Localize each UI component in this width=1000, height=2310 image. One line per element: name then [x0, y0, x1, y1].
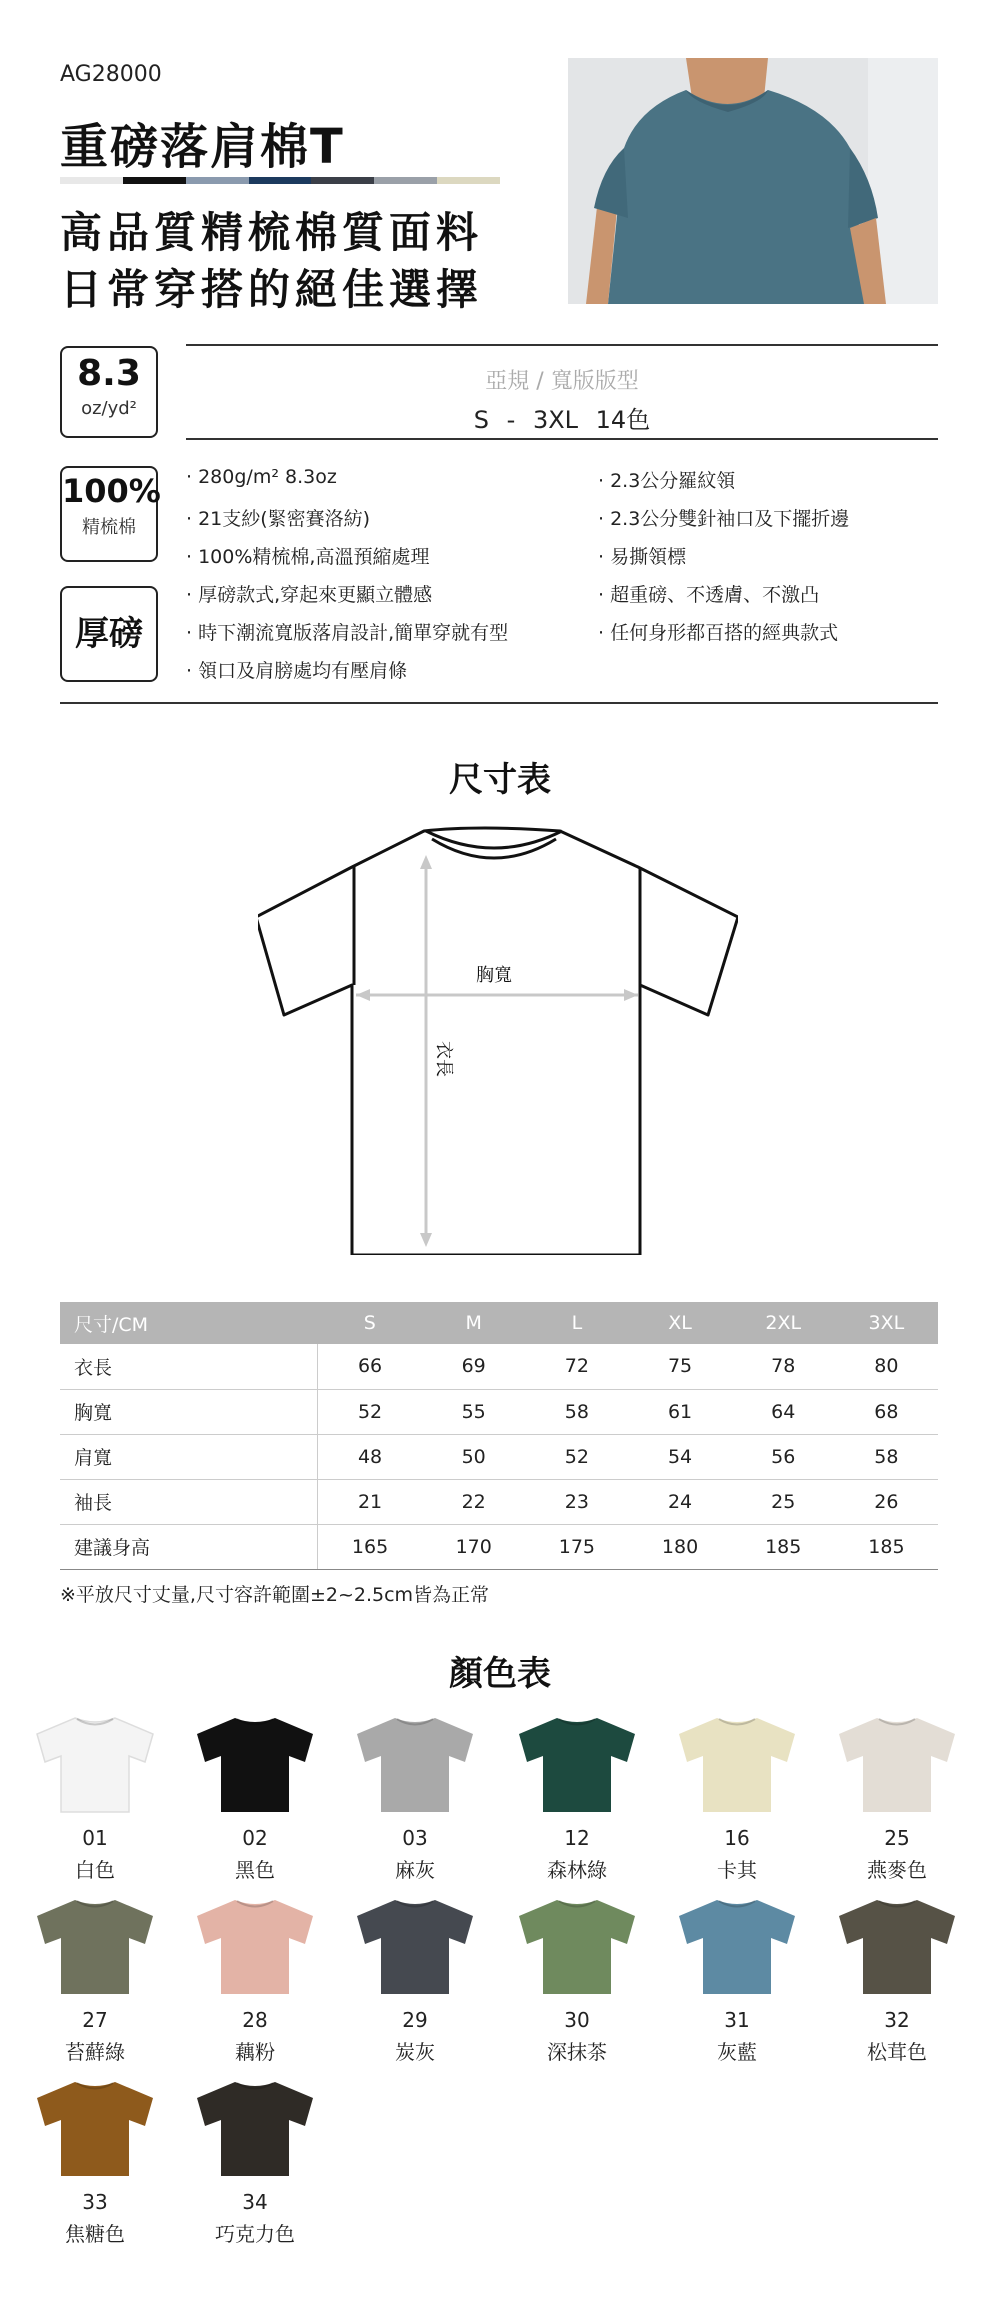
swatch-number: 30: [564, 2008, 590, 2032]
table-cell: 21: [318, 1479, 423, 1524]
swatch-name: 焦糖色: [65, 2222, 125, 2246]
color-stripe-segment: [249, 177, 312, 184]
tshirt-swatch-icon: [353, 1714, 477, 1814]
size-table-header: [60, 1302, 938, 1344]
divider: [186, 438, 938, 440]
divider: [60, 702, 938, 704]
swatch-number: 32: [884, 2008, 910, 2032]
color-swatch: [672, 1714, 802, 1883]
table-row: [60, 1344, 938, 1389]
table-cell: 建議身高: [60, 1524, 318, 1569]
tshirt-swatch-icon: [835, 1896, 959, 1996]
color-swatch: [350, 1896, 480, 2065]
swatch-number: 03: [402, 1826, 428, 1850]
table-cell: 75: [628, 1344, 731, 1389]
table-cell: 80: [835, 1344, 938, 1389]
color-swatch: [512, 1714, 642, 1883]
color-stripe-segment: [374, 177, 437, 184]
table-cell: 肩寬: [60, 1434, 318, 1479]
table-cell: 64: [732, 1389, 835, 1434]
color-swatch: [832, 1896, 962, 2065]
table-row: [60, 1434, 938, 1479]
header-cell: XL: [628, 1302, 731, 1344]
table-cell: 72: [525, 1344, 628, 1389]
table-cell: 185: [732, 1524, 835, 1569]
header-cell: 3XL: [835, 1302, 938, 1344]
table-cell: 180: [628, 1524, 731, 1569]
product-code: AG28000: [60, 62, 162, 87]
tagline-1: 高品質精梳棉質面料: [60, 208, 484, 257]
tshirt-swatch-icon: [33, 2078, 157, 2178]
swatch-name: 燕麥色: [867, 1858, 927, 1882]
color-stripe-segment: [186, 177, 249, 184]
swatch-number: 25: [884, 1826, 910, 1850]
feature-left: · 領口及肩膀處均有壓肩條: [186, 656, 407, 683]
feature-right: · 任何身形都百搭的經典款式: [598, 618, 838, 645]
heavy-label: 厚磅: [75, 614, 143, 654]
header-cell: S: [318, 1302, 423, 1344]
swatch-name: 苔蘚綠: [65, 2040, 125, 2064]
color-swatch: [832, 1714, 962, 1883]
swatch-name: 白色: [75, 1858, 115, 1882]
size-chart-title: 尺寸表: [449, 760, 551, 800]
weight-value: 8.3: [77, 353, 141, 394]
color-stripe-segment: [60, 177, 123, 184]
table-cell: 68: [835, 1389, 938, 1434]
swatch-name: 松茸色: [867, 2040, 927, 2064]
table-cell: 22: [422, 1479, 525, 1524]
color-stripe: [60, 177, 500, 184]
swatch-number: 27: [82, 2008, 108, 2032]
tshirt-diagram: [258, 825, 738, 1255]
swatch-number: 34: [242, 2190, 268, 2214]
divider: [186, 344, 938, 346]
tshirt-swatch-icon: [835, 1714, 959, 1814]
header-cell: 2XL: [732, 1302, 835, 1344]
color-swatch: [30, 2078, 160, 2247]
table-cell: 185: [835, 1524, 938, 1569]
table-cell: 52: [318, 1389, 423, 1434]
swatch-name: 森林綠: [547, 1858, 607, 1882]
swatch-number: 29: [402, 2008, 428, 2032]
table-cell: 胸寬: [60, 1389, 318, 1434]
table-cell: 58: [525, 1389, 628, 1434]
color-swatch: [190, 2078, 320, 2247]
table-row: [60, 1524, 938, 1569]
feature-left: · 21支紗(緊密賽洛紡): [186, 504, 370, 531]
tshirt-swatch-icon: [515, 1896, 639, 1996]
tshirt-swatch-icon: [33, 1896, 157, 1996]
feature-right: · 2.3公分雙針袖口及下擺折邊: [598, 504, 849, 531]
table-cell: 54: [628, 1434, 731, 1479]
color-stripe-segment: [123, 177, 186, 184]
cotton-label: 精梳棉: [82, 517, 136, 539]
swatch-name: 炭灰: [395, 2040, 435, 2064]
table-cell: 50: [422, 1434, 525, 1479]
color-swatch: [190, 1896, 320, 2065]
cotton-badge: [60, 466, 161, 562]
swatch-name: 深抹茶: [547, 2040, 607, 2064]
feature-left: · 100%精梳棉,高溫預縮處理: [186, 542, 429, 569]
cotton-pct: 100%: [62, 472, 161, 510]
table-cell: 56: [732, 1434, 835, 1479]
color-swatch: [190, 1714, 320, 1883]
tshirt-swatch-icon: [193, 1714, 317, 1814]
header-cell: 尺寸/CM: [60, 1302, 318, 1344]
feature-left: · 280g/m² 8.3oz: [186, 466, 337, 488]
table-cell: 52: [525, 1434, 628, 1479]
feature-right: · 2.3公分羅紋領: [598, 466, 735, 493]
tshirt-swatch-icon: [193, 1896, 317, 1996]
table-row: [60, 1479, 938, 1524]
table-cell: 78: [732, 1344, 835, 1389]
feature-right: · 易撕領標: [598, 542, 686, 569]
swatch-name: 灰藍: [717, 2040, 757, 2064]
swatch-number: 28: [242, 2008, 268, 2032]
swatch-name: 巧克力色: [215, 2222, 295, 2246]
table-cell: 165: [318, 1524, 423, 1569]
table-row: [60, 1389, 938, 1434]
measurement-note: ※平放尺寸丈量,尺寸容許範圍±2~2.5cm皆為正常: [60, 1584, 490, 1606]
tshirt-swatch-icon: [353, 1896, 477, 1996]
table-cell: 58: [835, 1434, 938, 1479]
tagline-2: 日常穿搭的絕佳選擇: [60, 265, 484, 314]
product-title: 重磅落肩棉T: [60, 119, 345, 175]
weight-unit: oz/yd²: [81, 397, 137, 419]
heavyweight-badge: [60, 586, 158, 682]
table-cell: 袖長: [60, 1479, 318, 1524]
swatch-name: 麻灰: [395, 1858, 435, 1882]
table-cell: 48: [318, 1434, 423, 1479]
feature-right: · 超重磅、不透膚、不激凸: [598, 580, 819, 607]
tshirt-swatch-icon: [515, 1714, 639, 1814]
swatch-number: 02: [242, 1826, 268, 1850]
size-table: [60, 1302, 938, 1570]
swatch-name: 藕粉: [235, 2040, 275, 2064]
table-cell: 24: [628, 1479, 731, 1524]
swatch-number: 31: [724, 2008, 750, 2032]
table-cell: 26: [835, 1479, 938, 1524]
tshirt-swatch-icon: [193, 2078, 317, 2178]
table-cell: 55: [422, 1389, 525, 1434]
swatch-number: 16: [724, 1826, 750, 1850]
swatch-number: 12: [564, 1826, 590, 1850]
color-swatch: [30, 1714, 160, 1883]
color-swatch: [350, 1714, 480, 1883]
table-cell: 69: [422, 1344, 525, 1389]
swatch-name: 卡其: [717, 1858, 757, 1882]
table-cell: 衣長: [60, 1344, 318, 1389]
tshirt-swatch-icon: [675, 1714, 799, 1814]
table-cell: 25: [732, 1479, 835, 1524]
swatch-name: 黑色: [235, 1858, 275, 1882]
fabric-weight-badge: [60, 346, 158, 438]
table-cell: 61: [628, 1389, 731, 1434]
table-cell: 66: [318, 1344, 423, 1389]
color-chart-title: 顏色表: [449, 1654, 551, 1694]
color-swatch: [30, 1896, 160, 2065]
fit-header: 亞規 / 寬版版型: [485, 369, 639, 394]
table-cell: 175: [525, 1524, 628, 1569]
model-photo: [568, 58, 938, 304]
header-cell: M: [422, 1302, 525, 1344]
swatch-number: 33: [82, 2190, 108, 2214]
color-swatch: [512, 1896, 642, 2065]
header-cell: L: [525, 1302, 628, 1344]
color-stripe-segment: [437, 177, 500, 184]
tshirt-swatch-icon: [675, 1896, 799, 1996]
table-cell: 170: [422, 1524, 525, 1569]
color-stripe-segment: [311, 177, 374, 184]
size-range: S - 3XL 14色: [473, 406, 651, 434]
length-label: 衣長: [433, 1041, 454, 1077]
feature-left: · 厚磅款式,穿起來更顯立體感: [186, 580, 432, 607]
feature-left: · 時下潮流寬版落肩設計,簡單穿就有型: [186, 618, 508, 645]
color-swatch: [672, 1896, 802, 2065]
table-cell: 23: [525, 1479, 628, 1524]
swatch-number: 01: [82, 1826, 108, 1850]
chest-label: 胸寬: [476, 965, 512, 986]
tshirt-swatch-icon: [33, 1714, 157, 1814]
